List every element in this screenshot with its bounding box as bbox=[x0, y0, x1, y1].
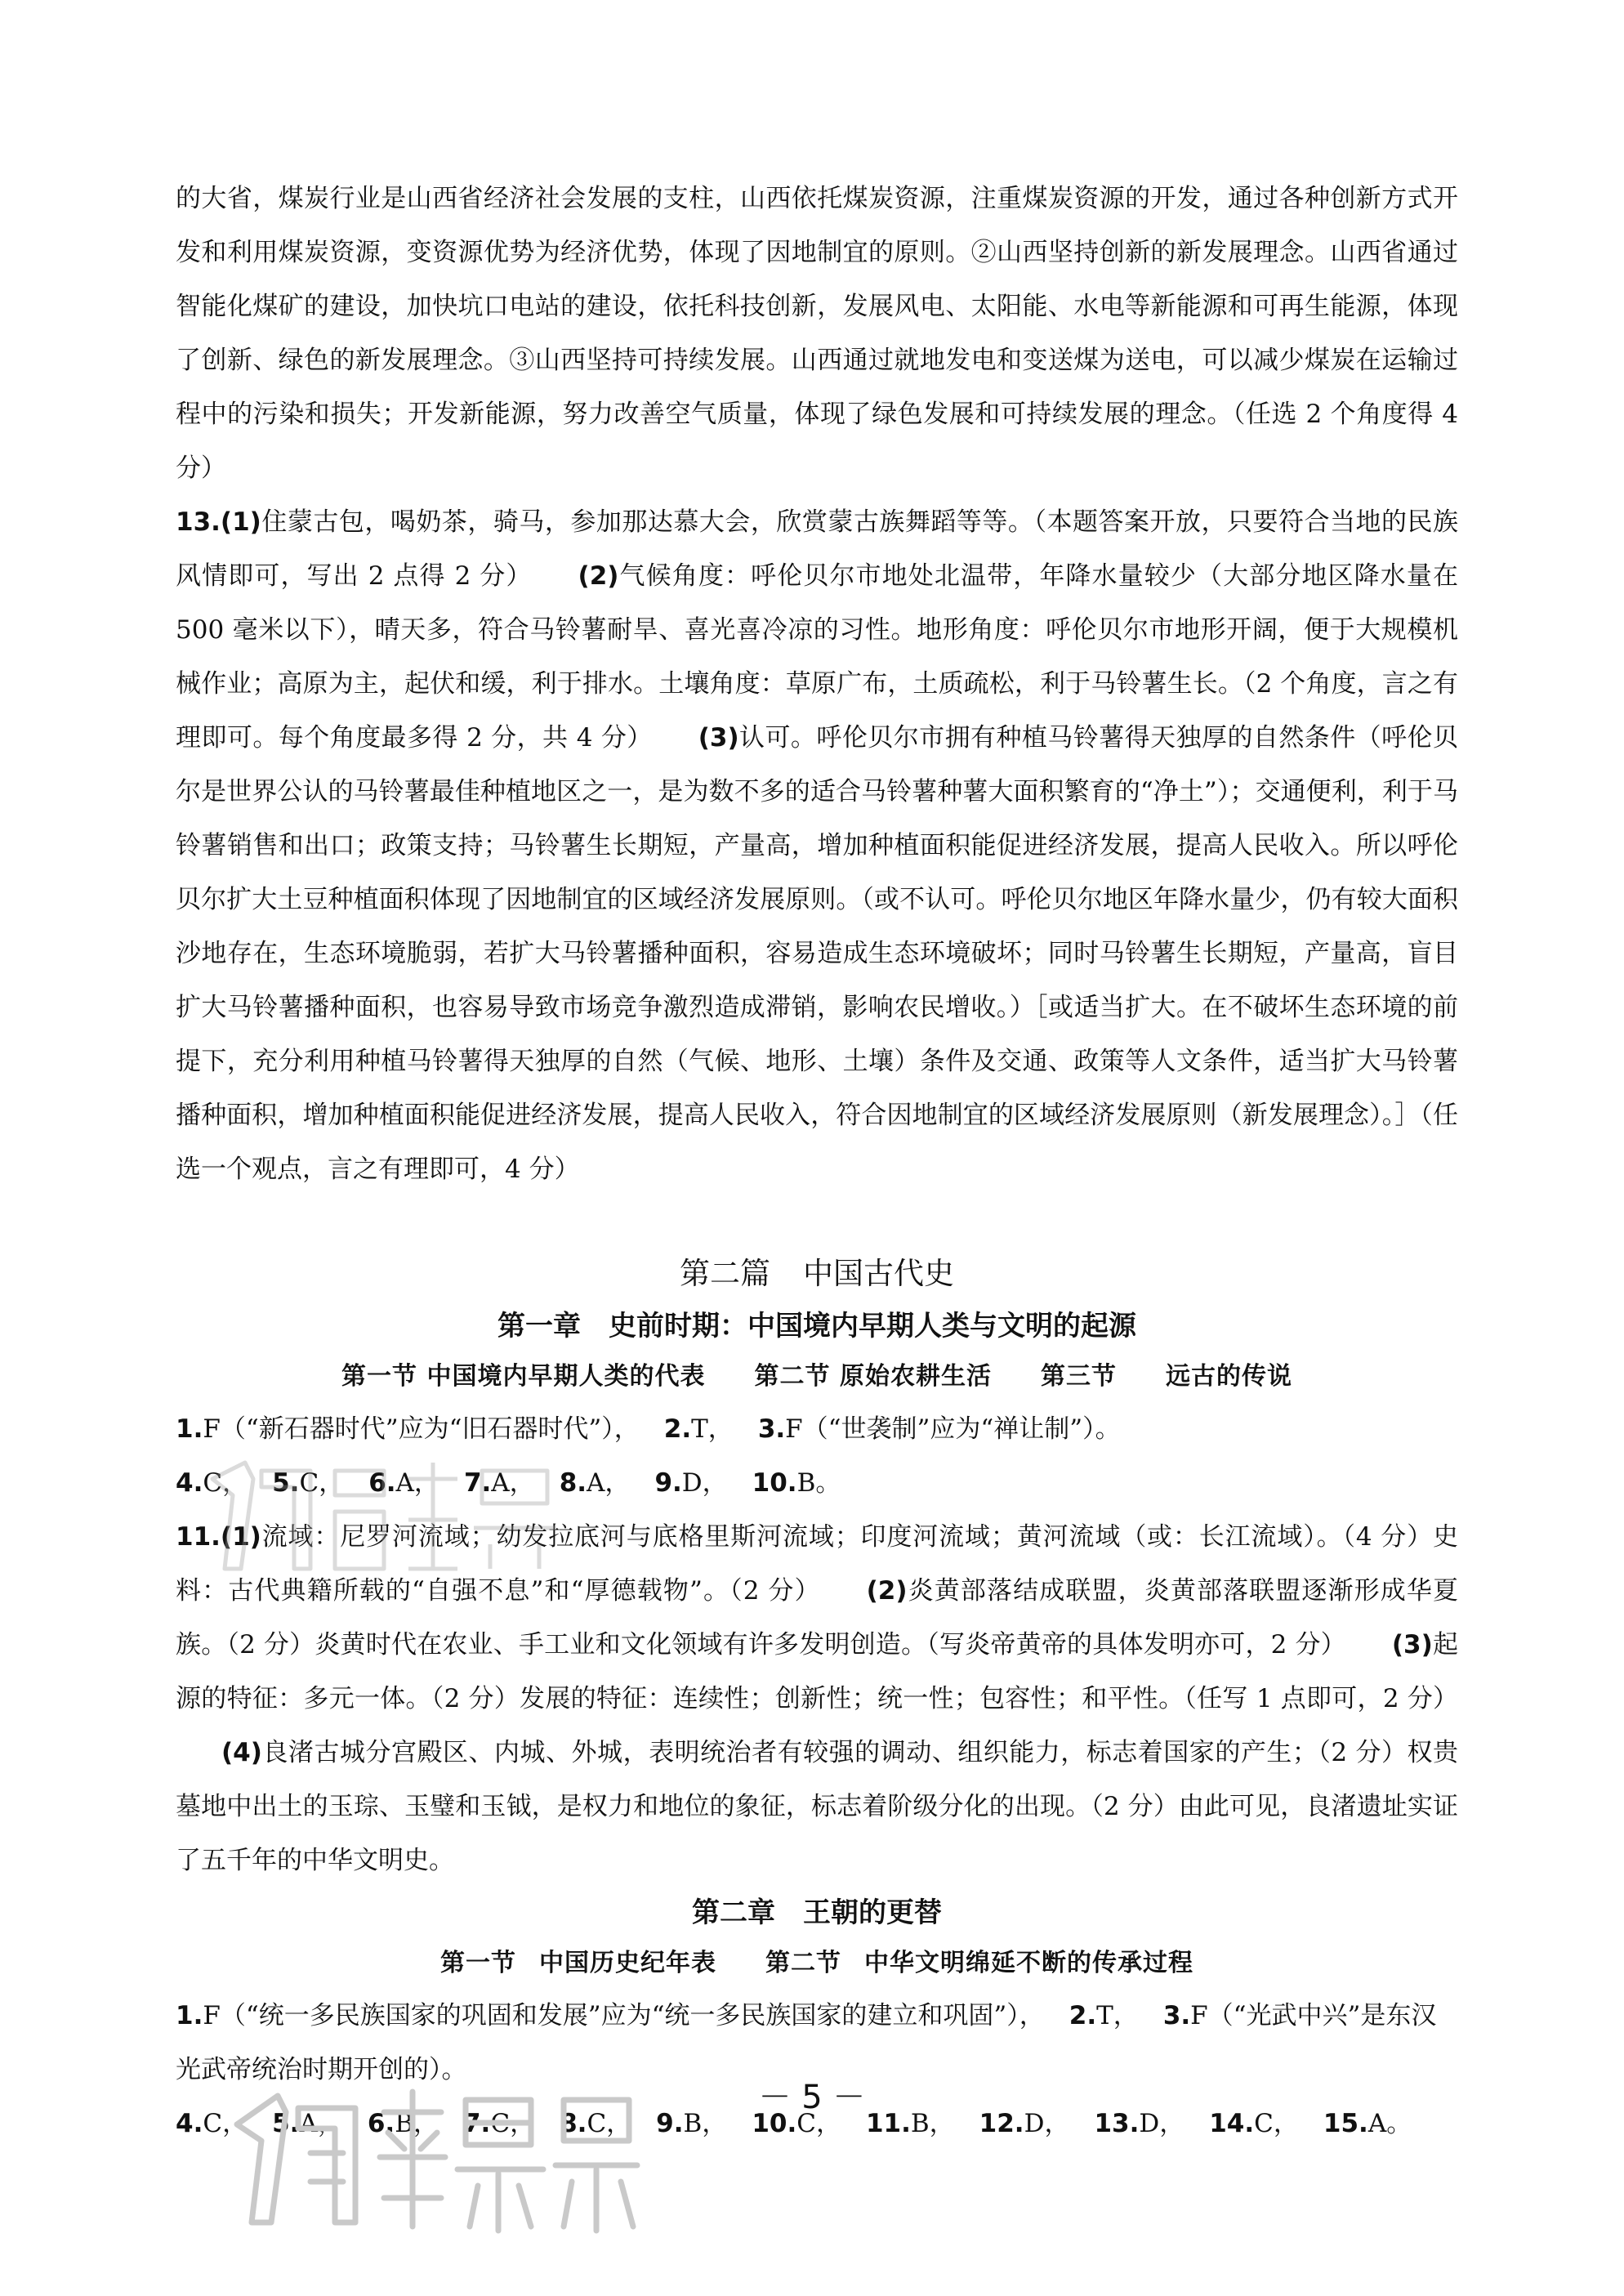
answer-value: C， bbox=[203, 1468, 248, 1498]
answer-number: 8. bbox=[559, 1468, 587, 1498]
answer-text: 住蒙古包，喝奶茶，骑马，参加那达慕大会，欣赏蒙古族舞蹈等等。（本题答案开放，只要符合当地的民族风情即可，写出 2 点得 2 分） bbox=[176, 507, 1458, 591]
chapter-label: 第一章 bbox=[497, 1310, 581, 1342]
section-heading: 第一节 bbox=[440, 1949, 516, 1977]
answer-value: B。 bbox=[796, 1468, 841, 1498]
answer-text: 认可。呼伦贝尔市拥有种植马铃薯得天独厚的自然条件（呼伦贝尔是世界公认的马铃薯最佳种植地区之一，是为数不多的适合马铃薯种薯大面积繁育的“净土”）；交通便利，利于马铃薯销售和出口；政策支持；马铃薯生长期短，产量高，增加种植面积能促进经济发展，提高人民收入。所以呼伦贝尔扩大土豆种植面积体现了因地制宜的区域经济发展原则。（或不认可。呼伦贝尔地区年降水量少，仍有较大面积沙地存在，生态环境脆弱，若扩大马铃薯播种面积，容易造成生态环境破坏；同时马铃薯生长期短，产量高，盲目扩大马铃薯播种面积，也容易导致市场竞争激烈造成滞销，影响农民增收。）［或适当扩大。在不破坏生态环境的前提下，充分利用种植马铃薯得天独厚的自然（气候、地形、土壤）条件及交通、政策等人文条件，适当扩大马铃薯播种面积，增加种植面积能促进经济发展，提高人民收入，符合因地制宜的区域经济发展原则（新发展理念）。］（任选一个观点，言之有理即可，4 分） bbox=[176, 723, 1458, 1184]
answer-number: 13. bbox=[1094, 2109, 1140, 2138]
answer-text: 气候角度：呼伦贝尔市地处北温带，年降水量较少（大部分地区降水量在 500 毫米以下），晴天多，符合马铃薯耐旱、喜光喜冷凉的习性。地形角度：呼伦贝尔市地形开阔，便于大规模机械作业；高原为主，起伏和缓，利于排水。土壤角度：草原广布，土质疏松，利于马铃薯生长。（2 个角度，言之有理即可。每个角度最多得 2 分，共 4 分） bbox=[176, 561, 1458, 753]
continuation-paragraph: 的大省，煤炭行业是山西省经济社会发展的支柱，山西依托煤炭资源，注重煤炭资源的开发，通过各种创新方式开发和利用煤炭资源，变资源优势为经济优势，体现了因地制宜的原则。②山西坚持创新的新发展理念。山西省通过智能化煤矿的建设，加快坑口电站的建设，依托科技创新，发展风电、太阳能、水电等新能源和可再生能源，体现了创新、绿色的新发展理念。③山西坚持可持续发展。山西通过就地发电和变送煤为送电，可以减少煤炭在运输过程中的污染和损失；开发新能源，努力改善空气质量，体现了绿色发展和可持续发展的理念。（任选 2 个角度得 4 分） bbox=[176, 184, 1458, 483]
section-heading: 中国历史纪年表 bbox=[539, 1949, 716, 1977]
answer-number: 9. bbox=[654, 1468, 682, 1498]
answer-value: F（“光武中兴”是东汉光武帝统治时期开创的）。 bbox=[176, 2001, 1437, 2084]
answer-number: 6. bbox=[368, 1468, 396, 1498]
answer-value: A， bbox=[299, 2109, 343, 2138]
chapter-name: 史前时期：中国境内早期人类与文明的起源 bbox=[609, 1310, 1136, 1342]
answer-value: D， bbox=[681, 1468, 728, 1498]
sub-marker: (3) bbox=[1391, 1630, 1433, 1659]
chapter-1-sections bbox=[176, 1351, 1458, 1402]
answer-number: 15. bbox=[1323, 2109, 1368, 2138]
sub-marker: (4) bbox=[221, 1738, 262, 1767]
watermark-mid-logo bbox=[196, 1446, 572, 1585]
answer-number: 5. bbox=[272, 1468, 300, 1498]
answer-number: 3. bbox=[1162, 2001, 1191, 2030]
answer-value: F（“统一多民族国家的巩固和发展”应为“统一多民族国家的建立和巩固”）， bbox=[203, 2001, 1045, 2030]
answer-value: F（“新石器时代”应为“旧石器时代”）， bbox=[203, 1414, 640, 1444]
chapter-label: 第二章 bbox=[692, 1896, 775, 1929]
section-heading: 第一节 中国境内早期人类的代表 bbox=[341, 1362, 706, 1391]
answer-value: C， bbox=[1254, 2109, 1299, 2138]
answer-value: B， bbox=[683, 2109, 728, 2138]
answer-value: D， bbox=[1139, 2109, 1185, 2138]
answer-value: C， bbox=[490, 2109, 536, 2138]
answer-number: 5. bbox=[272, 2109, 300, 2138]
answer-number: 10. bbox=[752, 2109, 797, 2138]
answer-value: C， bbox=[203, 2109, 248, 2138]
question-13-answer bbox=[176, 495, 1458, 1196]
answer-text: 良渚古城分宫殿区、内城、外城，表明统治者有较强的调动、组织能力，标志着国家的产生；（2 分）权贵墓地中出土的玉琮、玉璧和玉钺，是权力和地位的象征，标志着阶级分化的出现。（2 分）由此可见，良渚遗址实证了五千年的中华文明史。 bbox=[176, 1738, 1458, 1875]
section-heading: 第三节 bbox=[1040, 1362, 1117, 1391]
answer-value: C， bbox=[796, 2109, 841, 2138]
watermark-logo bbox=[221, 2075, 645, 2239]
part-label: 第二篇 bbox=[680, 1256, 770, 1291]
answer-text: 起源的特征：多元一体。（2 分）发展的特征：连续性；创新性；统一性；包容性；和平性。（任写 1 点即可，2 分） bbox=[176, 1630, 1459, 1713]
answer-number: 7. bbox=[463, 1468, 492, 1498]
answer-number: 14. bbox=[1209, 2109, 1255, 2138]
section-heading: 中华文明绵延不断的传承过程 bbox=[864, 1949, 1193, 1977]
sub-marker: (1) bbox=[220, 1522, 261, 1552]
chapter-name: 王朝的更替 bbox=[803, 1896, 942, 1929]
answer-text: 流域：尼罗河流域；幼发拉底河与底格里斯河流域；印度河流域；黄河流域（或：长江流域）。（4 分）史料：古代典籍所载的“自强不息”和“厚德载物”。（2 分） bbox=[176, 1522, 1458, 1606]
answer-text: 炎黄部落结成联盟，炎黄部落联盟逐渐形成华夏族。（2 分）炎黄时代在农业、手工业和文化领域有许多发明创造。（写炎帝黄帝的具体发明亦可，2 分） bbox=[176, 1576, 1459, 1659]
answer-number: 4. bbox=[176, 1468, 203, 1498]
part-name: 中国古代史 bbox=[803, 1256, 954, 1291]
sub-marker: (2) bbox=[866, 1576, 908, 1606]
sub-marker: (2) bbox=[578, 561, 619, 591]
answer-value: F（“世袭制”应为“禅让制”）。 bbox=[785, 1414, 1121, 1444]
answer-value: A。 bbox=[1367, 2109, 1412, 2138]
answer-number: 1. bbox=[176, 2001, 203, 2030]
answer-page bbox=[176, 172, 1458, 2151]
answer-value: D， bbox=[1024, 2109, 1070, 2138]
answer-value: A， bbox=[395, 1468, 439, 1498]
answer-number: 4. bbox=[176, 2109, 203, 2138]
answer-number: 2. bbox=[663, 1414, 692, 1444]
part-title bbox=[176, 1247, 1458, 1301]
answer-number: 2. bbox=[1069, 2001, 1097, 2030]
section-heading: 第二节 原始农耕生活 bbox=[754, 1362, 992, 1391]
page-number: － 5 － bbox=[758, 2079, 866, 2116]
answer-number: 8. bbox=[560, 2109, 587, 2138]
chapter-1-title bbox=[176, 1301, 1458, 1351]
answer-number: 3. bbox=[757, 1414, 786, 1444]
answer-number: 12. bbox=[979, 2109, 1024, 2138]
answer-number: 9. bbox=[656, 2109, 684, 2138]
answer-number: 6. bbox=[367, 2109, 395, 2138]
question-number: 13. bbox=[176, 507, 221, 537]
chapter-2-title bbox=[176, 1887, 1458, 1938]
section-heading: 远古的传说 bbox=[1165, 1362, 1292, 1391]
sub-marker: (3) bbox=[698, 723, 739, 753]
answer-number: 7. bbox=[462, 2109, 491, 2138]
answer-value: A， bbox=[491, 1468, 535, 1498]
answer-value: C， bbox=[299, 1468, 345, 1498]
answer-number: 11. bbox=[865, 2109, 911, 2138]
answer-value: B， bbox=[395, 2109, 439, 2138]
answer-number: 10. bbox=[752, 1468, 797, 1498]
answer-value: T， bbox=[691, 1414, 734, 1444]
question-number: 11. bbox=[176, 1522, 221, 1552]
chapter-2-sections bbox=[176, 1938, 1458, 1989]
answer-value: B， bbox=[910, 2109, 955, 2138]
section-heading: 第二节 bbox=[765, 1949, 841, 1977]
answer-number: 1. bbox=[176, 1414, 203, 1444]
answer-value: A， bbox=[587, 1468, 631, 1498]
answer-value: T， bbox=[1096, 2001, 1139, 2030]
answer-value: C， bbox=[587, 2109, 632, 2138]
sub-marker: (1) bbox=[220, 507, 261, 537]
